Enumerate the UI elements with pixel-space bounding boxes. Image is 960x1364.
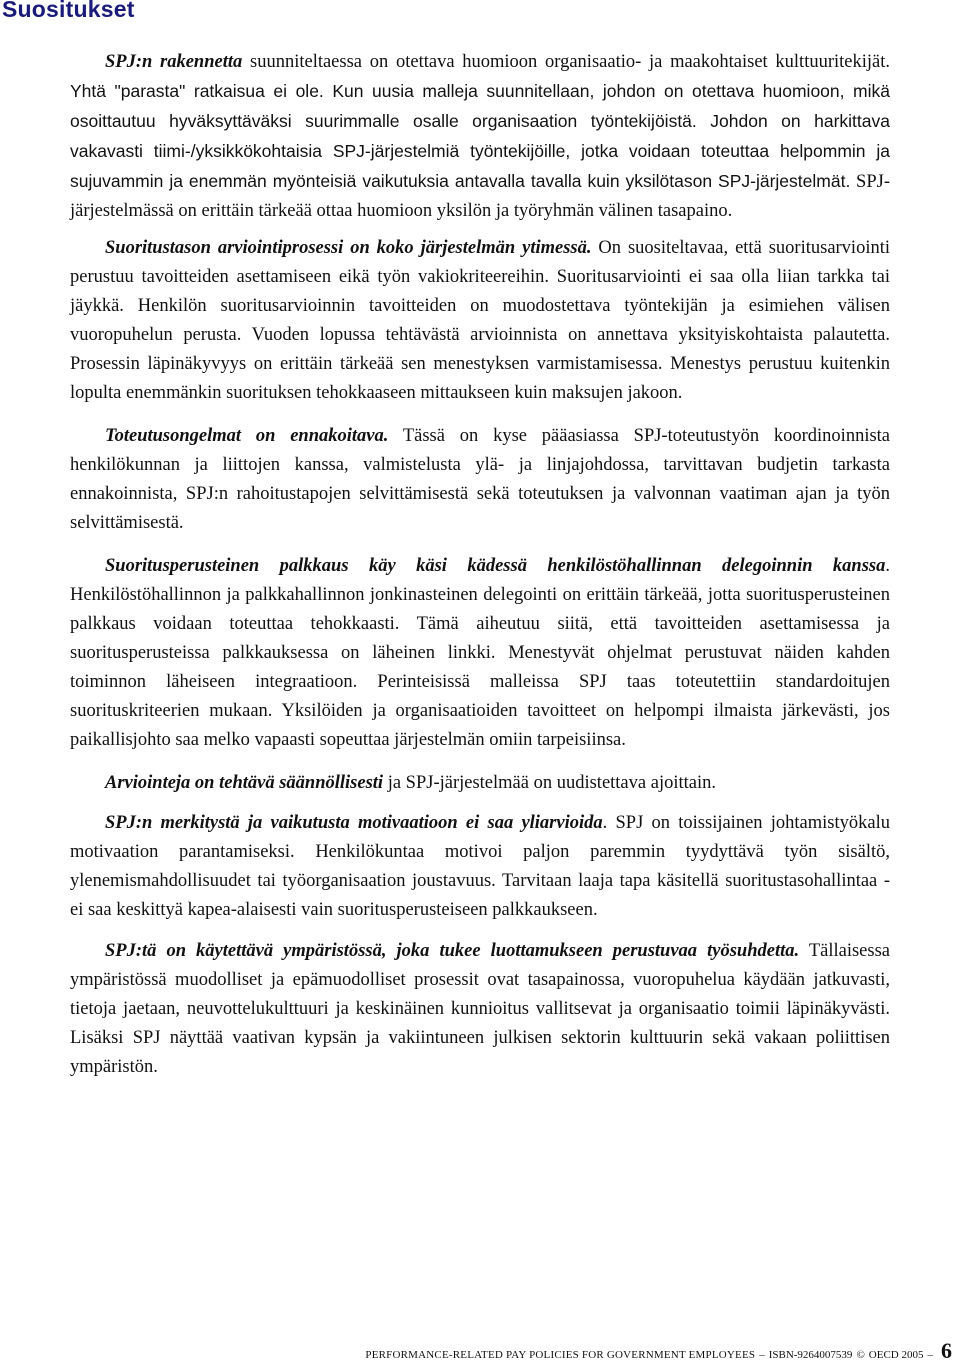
paragraph-delegation [70, 552, 890, 755]
paragraph-text-sans: Yhtä "parasta" ratkaisua ei ole. Kun uusia malleja suunnitellaan, johdon on otettava huomioon, mikä osoittautuu hyväksyttäväksi suurimmalle osalle organisaation työntekijöistä. Johdon on harkittava vakavasti tiimi-/yksikkökohtaisia SPJ-järjestelmiä työntekijöille, jotka voidaan toteuttaa helpommin ja sujuvammin ja enemmän myönteisiä vaikutuksia antavalla tavalla kuin yksilötason SPJ-järjestelmät. [70, 81, 890, 191]
paragraph-assessment-process [70, 234, 890, 408]
paragraph-implementation-problems [70, 422, 890, 538]
paragraph-text: . SPJ on toissijainen johtamistyökalu motivaation parantamiseksi. Henkilökuntaa motivoi paljon paremmin tyydyttävä työn sisältö, ylenemismahdollisuudet tai työorganisaation joustavuus. Tarvitaan laaja tapa käsitellä suoritustasohallintaa - ei saa keskittyä kapea-alaisesti vain suoritusperusteiseen palkkaukseen. [70, 813, 890, 920]
paragraph-text: On suositeltavaa, että suoritusarviointi perustuu tavoitteiden asettamiseen eikä työn vakiokriteereihin. Suoritusarviointi ei saa olla liian tarkka tai jäykkä. Henkilön suoritusarvioinnin tavoitteiden on muodostettava työntekijän ja esimiehen välisen vuoropuhelun perusta. Vuoden lopussa tehtävästä arvioinnista on annettava yksityiskohtaista palautetta. Prosessin läpinäkyvyys on erittäin tärkeää sen menestyksen varmistamisessa. Menestys perustuu kuitenkin lopulta enemmänkin suorituksen tehokkaaseen mittaukseen kuin maksujen jakoon. [70, 238, 890, 403]
footer-dash: – [927, 1349, 933, 1361]
paragraph-motivation [70, 809, 890, 925]
paragraph-text: suunniteltaessa on otettava huomioon organisaatio- ja maakohtaiset kulttuuritekijät. [242, 52, 890, 72]
paragraph-text: ja SPJ-järjestelmää on uudistettava ajoittain. [383, 773, 716, 793]
emphasis-lead: SPJ:n merkitystä ja vaikutusta motivaatioon ei saa yliarvioida [105, 813, 603, 833]
paragraph-text: . Henkilöstöhallinnon ja palkkahallinnon jonkinasteinen delegointi on erittäin tärkeää, jotta suoritusperusteinen palkkaus voidaan toteuttaa tehokkaasti. Tämä aiheutuu siitä, että tavoitteiden asettamisessa ja suoritusperusteissa palkkauksessa on läheinen linkki. Menestyvät ohjelmat perustuvat näiden kahden toiminnon läheiseen integraatioon. Perinteisissä malleissa SPJ taas toteutettiin standardoitujen suorituskriteerien mukaan. Yksilöiden ja organisaatioiden tavoitteet on helpompi ilmaista järkevästi, jos paikallisjohto saa melko vapaasti sopeuttaa järjestelmän omiin tarpeisiinsa. [70, 556, 890, 750]
paragraph-text: Tässä on kyse pääasiassa SPJ-toteutustyön koordinoinnista henkilökunnan ja liittojen kanssa, valmistelusta ylä- ja linjajohdossa, tarvittavan budjetin tarkasta ennakoinnista, SPJ:n rahoitustapojen selvittämisestä sekä toteutuksen ja valvonnan vaatiman ajan ja työn selvittämisestä. [70, 426, 891, 533]
page-number: 6 [941, 1338, 952, 1363]
emphasis-lead: Toteutusongelmat on ennakoitava. [105, 426, 389, 446]
paragraph-trust-environment [70, 937, 890, 1082]
emphasis-lead: Suoritustason arviointiprosessi on koko järjestelmän ytimessä. [105, 238, 592, 258]
footer-org-year: OECD 2005 [868, 1349, 924, 1361]
emphasis-lead: Arviointeja on tehtävä säännöllisesti [105, 773, 384, 793]
paragraph-spj-structure [70, 48, 890, 226]
emphasis-lead: SPJ:n rakennetta [105, 52, 243, 72]
footer-dash: – [759, 1349, 765, 1361]
emphasis-lead: Suoritusperusteinen palkkaus käy käsi kädessä henkilöstöhallinnan delegoinnin kanssa [105, 556, 886, 576]
copyright-icon: © [856, 1349, 865, 1361]
paragraph-text: Tällaisessa ympäristössä muodolliset ja epämuodolliset prosessit ovat tasapainossa, vuoropuhelua käydään jatkuvasti, tietoja jaetaan, neuvottelukulttuuri ja keskinäinen kunnioitus vallitsevat ja organisaatio toimii läpinäkyvästi. Lisäksi SPJ näyttää vaativan kypsän ja vakiintuneen julkisen sektorin kulttuurin sekä vakaan poliittisen ympäristön. [70, 941, 890, 1077]
document-body [70, 48, 890, 1094]
footer-title: PERFORMANCE-RELATED PAY POLICIES FOR GOVERNMENT EMPLOYEES [365, 1349, 756, 1361]
page-heading: Suositukset [2, 0, 135, 22]
emphasis-lead: SPJ:tä on käytettävä ympäristössä, joka tukee luottamukseen perustuvaa työsuhdetta. [105, 941, 800, 961]
paragraph-text: SPJ-järjestelmässä on erittäin tärkeää ottaa huomioon yksilön ja työryhmän välinen tasapaino. [70, 172, 890, 221]
page-footer [365, 1338, 952, 1364]
footer-isbn: ISBN-9264007539 [768, 1349, 853, 1361]
paragraph-regular-evaluation [70, 769, 890, 798]
